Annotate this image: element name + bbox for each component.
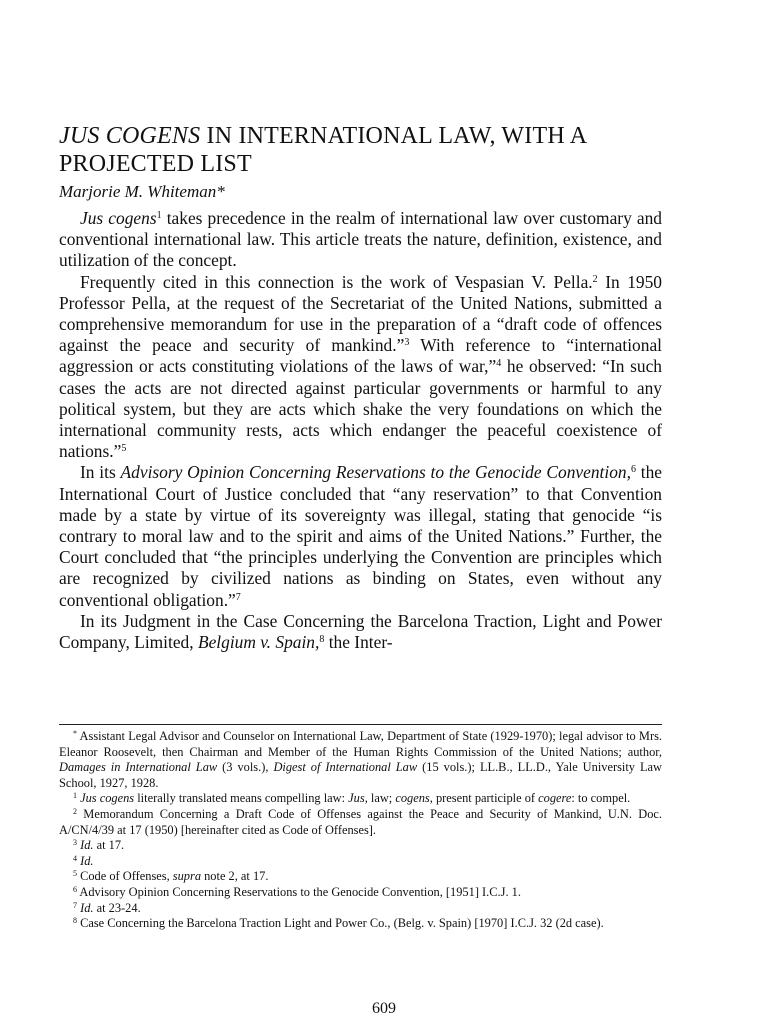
footnote-text: literally translated means compelling law: [134, 791, 349, 806]
footnote-text: law; [367, 791, 396, 806]
footnote-ref-2[interactable]: 2 [592, 273, 598, 285]
footnote-6 [59, 885, 662, 901]
footnote-mark: 3 [73, 838, 77, 848]
paragraph-text: the International Court of Justice concluded that “any reservation” to that Convention made by a state by virtue of its sovereignty was illegal, stating that genocide “is contrary to moral law and to the spirit and aims of the United Nations.” Further, the Court concluded that “the principles underlying the Convention are principles which are recognized by civilized nations as binding on States, even without any conventional obligation.” [59, 462, 662, 610]
footnote-text: Memorandum Concerning a Draft Code of Offenses against the Peace and Security of Mankind, U.N. Doc. A/CN/4/39 at 17 (1950) [hereinafter cited as Code of Offenses]. [59, 806, 662, 837]
footnote-text: at 23-24. [93, 900, 141, 915]
footnote-ref-7[interactable]: 7 [235, 591, 241, 603]
footnote-italic: Jus cogens [80, 791, 135, 806]
footnote-italic: supra [172, 869, 202, 884]
footnote-mark: 8 [73, 916, 77, 926]
footnote-text: note 2, at 17. [201, 869, 269, 884]
paragraph-2 [59, 272, 662, 463]
title-rest: IN INTERNATIONAL LAW, WITH A PROJECTED LIST [59, 123, 586, 177]
paragraph-text: In 1950 Professor Pella, at the request of the Secretariat of the United Nations, submitted a comprehensive memorandum for use in the preparation of a “draft code of offences against the peace and security of mankind.” [59, 271, 662, 356]
footnote-ref-4[interactable]: 4 [496, 358, 502, 370]
title-italic-part: JUS COGENS [59, 123, 201, 149]
footnote-divider [59, 724, 662, 725]
footnote-mark: 2 [73, 806, 77, 816]
book-title: Digest of International Law [273, 760, 418, 775]
footnote-italic: Id. [80, 853, 94, 868]
footnote-3 [59, 838, 662, 854]
paragraph-3 [59, 462, 662, 610]
book-title: Damages in International Law [59, 760, 218, 775]
footnote-5 [59, 869, 662, 885]
footnote-text: Code of Offenses, [77, 869, 173, 884]
footnote-mark: 1 [73, 791, 77, 801]
footnote-mark: * [73, 729, 77, 738]
footnote-mark: 4 [73, 853, 77, 863]
footnote-text: Assistant Legal Advisor and Counselor on International Law, Department of State (1929-1970); legal advisor to Mrs. Eleanor Roosevelt, then Chairman and Member of the Human Rights Commission of the United Nations; author, [59, 729, 662, 759]
footnote-mark: 7 [73, 900, 77, 910]
footnotes [59, 729, 662, 932]
footnote-7 [59, 901, 662, 917]
footnote-text: (15 vols.); LL.B., LL.D., Yale University Law School, 1927, 1928. [59, 760, 662, 790]
footnote-ref-3[interactable]: 3 [404, 337, 410, 349]
author-line: Marjorie M. Whiteman* [59, 182, 225, 201]
paragraph-text: With reference to “international aggression or acts constituting violations of the laws of war,” [59, 335, 663, 377]
article-title [59, 122, 662, 178]
paragraph-text: In its [80, 462, 121, 483]
footnote-4 [59, 854, 662, 870]
paragraph-text: Frequently cited in this connection is the work of Vespasian V. Pella. [80, 271, 593, 292]
paragraph-text: In its Judgment in the Case Concerning the Barcelona Traction, Light and Power Company, Limited, [59, 610, 662, 653]
footnote-text: (3 vols.), [217, 760, 274, 775]
footnote-ref-1[interactable]: 1 [156, 210, 162, 221]
footnote-text: at 17. [93, 838, 125, 853]
footnote-ref-5[interactable]: 5 [121, 443, 127, 455]
opinion-title: Advisory Opinion Concerning Reservations to the Genocide Convention, [120, 462, 631, 483]
footnote-8 [59, 916, 662, 932]
footnote-star [59, 729, 662, 791]
footnote-text: Advisory Opinion Concerning Reservations to the Genocide Convention, [1951] I.C.J. 1. [77, 884, 521, 899]
footnote-text: : to compel. [571, 791, 631, 806]
footnote-ref-8[interactable]: 8 [319, 634, 325, 646]
footnote-mark: 5 [73, 869, 77, 879]
article-body [59, 208, 662, 653]
footnote-italic: cogere [538, 791, 572, 806]
footnote-mark: 6 [73, 884, 77, 894]
footnote-ref-6[interactable]: 6 [630, 464, 636, 476]
case-name: Belgium v. Spain, [197, 632, 320, 653]
footnote-italic: Id. [80, 838, 94, 853]
footnote-text: present participle of [432, 791, 539, 806]
footnote-italic: cogens, [395, 791, 433, 806]
page-number: 609 [372, 1000, 396, 1017]
paragraph-4 [59, 611, 662, 653]
footnote-1 [59, 791, 662, 807]
article-page [59, 122, 662, 653]
paragraph-text: he observed: “In such cases the acts are not directed against particular governments or harmful to any political system, but they are acts which shake the very foundations on which the international community rests, acts which endanger the peaceful coexistence of nations.” [59, 356, 662, 462]
footnote-text: Case Concerning the Barcelona Traction Light and Power Co., (Belg. v. Spain) [1970] I.C.J. 32 (2d case). [77, 916, 604, 931]
footnote-italic: Id. [80, 900, 94, 915]
paragraph-text: takes precedence in the realm of international law over customary and conventional international law. This article treats the nature, definition, existence, and utilization of the concept. [59, 208, 662, 271]
term-jus-cogens: Jus cogens [80, 208, 157, 228]
footnote-italic: Jus, [348, 791, 368, 806]
paragraph-1 [59, 208, 662, 272]
paragraph-text: the Inter- [324, 632, 393, 653]
footnote-2 [59, 807, 662, 838]
